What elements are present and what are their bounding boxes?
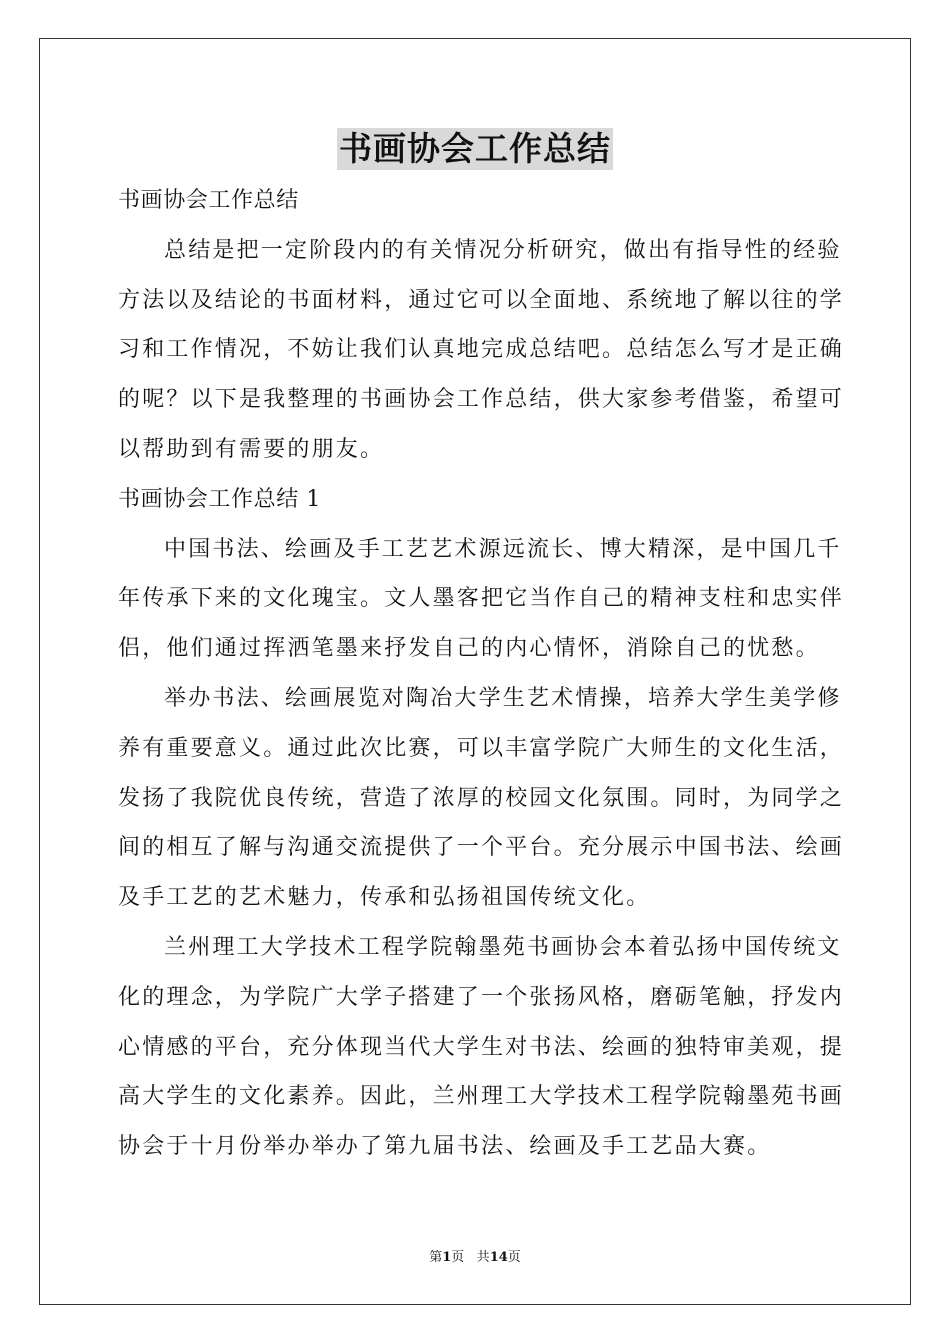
footer-total-prefix: 共 (476, 1250, 490, 1265)
paragraph-line: 方法以及结论的书面材料，通过它可以全面地、系统地了解以往的学 (118, 287, 845, 313)
paragraph-line: 举办书法、绘画展览对陶冶大学生艺术情操，培养大学生美学修 (164, 685, 842, 711)
paragraph-line: 总结是把一定阶段内的有关情况分析研究，做出有指导性的经验 (164, 237, 842, 263)
paragraph-line: 化的理念，为学院广大学子搭建了一个张扬风格，磨砺笔触，抒发内 (118, 984, 845, 1010)
document-body (118, 176, 845, 1172)
paragraph-line: 及手工艺的艺术魅力，传承和弘扬祖国传统文化。 (118, 885, 651, 911)
paragraph-line: 侣，他们通过挥洒笔墨来抒发自己的内心情怀，消除自己的忧愁。 (118, 636, 820, 662)
paragraph-line: 年传承下来的文化瑰宝。文人墨客把它当作自己的精神支柱和忠实伴 (118, 586, 845, 612)
paragraph-line: 习和工作情况，不妨让我们认真地完成总结吧。总结怎么写才是正确 (118, 337, 845, 363)
paragraph-line: 以帮助到有需要的朋友。 (118, 436, 385, 462)
footer-total-suffix: 页 (507, 1250, 521, 1265)
footer-page-prefix: 第 (429, 1250, 443, 1265)
footer-total-pages: 14 (489, 1250, 508, 1265)
footer-page-suffix: 页 (451, 1250, 465, 1265)
paragraph-line: 心情感的平台，充分体现当代大学生对书法、绘画的独特审美观，提 (118, 1034, 845, 1060)
paragraph-line: 中国书法、绘画及手工艺艺术源远流长、博大精深，是中国几千 (164, 536, 842, 562)
paragraph-line: 的呢？以下是我整理的书画协会工作总结，供大家参考借鉴，希望可 (118, 387, 845, 413)
section-heading: 书画协会工作总结 1 (118, 486, 321, 512)
paragraph-line: 养有重要意义。通过此次比赛，可以丰富学院广大师生的文化生活， (118, 735, 845, 761)
paragraph-line: 协会于十月份举办举办了第九届书法、绘画及手工艺品大赛。 (118, 1134, 772, 1160)
paragraph-line: 兰州理工大学技术工程学院翰墨苑书画协会本着弘扬中国传统文 (164, 934, 842, 960)
paragraph-line: 间的相互了解与沟通交流提供了一个平台。充分展示中国书法、绘画 (118, 835, 845, 861)
document-title: 书画协会工作总结 (339, 129, 611, 168)
paragraph-line: 发扬了我院优良传统，营造了浓厚的校园文化氛围。同时，为同学之 (118, 785, 845, 811)
page-footer (0, 1250, 950, 1266)
title-container (0, 128, 950, 170)
footer-page-number: 1 (442, 1250, 452, 1265)
paragraph-line: 高大学生的文化素养。因此，兰州理工大学技术工程学院翰墨苑书画 (118, 1084, 845, 1110)
section-heading: 书画协会工作总结 (118, 188, 299, 213)
